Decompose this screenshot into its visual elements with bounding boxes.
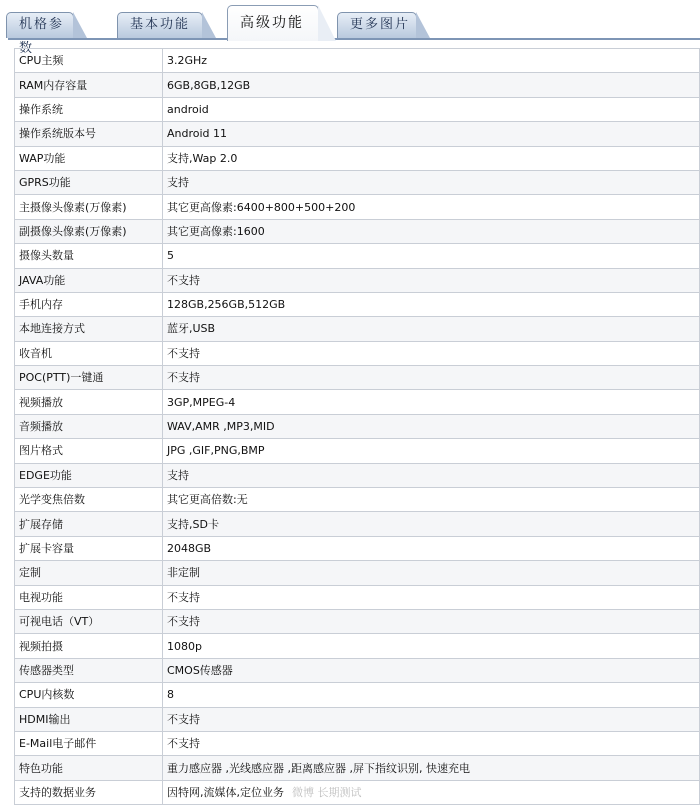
tab-advanced-features[interactable]: 高级功能 [227,5,319,41]
tab-specs[interactable]: 机格参数 [6,12,74,38]
spec-value: 不支持 [163,731,700,755]
spec-row [15,170,700,194]
spec-value: 支持 [163,463,700,487]
spec-label: 视频播放 [15,390,163,414]
spec-value: 6GB,8GB,12GB [163,73,700,97]
spec-value: android [163,97,700,121]
spec-row [15,146,700,170]
spec-label: 传感器类型 [15,658,163,682]
spec-value: 蓝牙,USB [163,317,700,341]
spec-row [15,536,700,560]
spec-row [15,512,700,536]
spec-row [15,268,700,292]
spec-value: 不支持 [163,707,700,731]
spec-row [15,488,700,512]
spec-value: 其它更高倍数:无 [163,488,700,512]
spec-label: 操作系统版本号 [15,122,163,146]
spec-value: 其它更高像素:1600 [163,219,700,243]
spec-table-body [15,49,700,805]
tab-bar-divider [8,38,700,40]
spec-label: CPU内核数 [15,683,163,707]
spec-label: POC(PTT)一键通 [15,366,163,390]
spec-value: Android 11 [163,122,700,146]
spec-row [15,683,700,707]
spec-label: E-Mail电子邮件 [15,731,163,755]
spec-label: 电视功能 [15,585,163,609]
spec-value: JPG ,GIF,PNG,BMP [163,439,700,463]
spec-label: 音频播放 [15,414,163,438]
spec-value: 因特网,流媒体,定位业务 [163,780,700,804]
spec-label: CPU主频 [15,49,163,73]
spec-label: 扩展卡容量 [15,536,163,560]
spec-label: 光学变焦倍数 [15,488,163,512]
spec-value: 不支持 [163,341,700,365]
spec-row [15,292,700,316]
spec-label: 摄像头数量 [15,244,163,268]
spec-table [14,48,700,805]
spec-row [15,439,700,463]
spec-label: RAM内存容量 [15,73,163,97]
spec-value: 8 [163,683,700,707]
spec-value: 3.2GHz [163,49,700,73]
spec-label: HDMI输出 [15,707,163,731]
spec-label: 副摄像头像素(万像素) [15,219,163,243]
spec-value: WAV,AMR ,MP3,MID [163,414,700,438]
spec-label: 操作系统 [15,97,163,121]
spec-label: 视频拍摄 [15,634,163,658]
spec-label: 可视电话（VT） [15,609,163,633]
spec-label: 扩展存储 [15,512,163,536]
spec-label: 本地连接方式 [15,317,163,341]
spec-value: 128GB,256GB,512GB [163,292,700,316]
spec-row [15,585,700,609]
spec-label: 主摄像头像素(万像素) [15,195,163,219]
spec-row [15,390,700,414]
spec-value: 不支持 [163,585,700,609]
watermark: 微博 长期测试 [292,786,362,799]
spec-value: 不支持 [163,268,700,292]
spec-row [15,195,700,219]
spec-value: 不支持 [163,609,700,633]
spec-row [15,707,700,731]
spec-row [15,561,700,585]
spec-row [15,731,700,755]
spec-value: 支持,SD卡 [163,512,700,536]
spec-row [15,634,700,658]
spec-value: 重力感应器 ,光线感应器 ,距离感应器 ,屏下指纹识别, 快速充电 [163,756,700,780]
tab-more-images[interactable]: 更多图片 [337,12,417,38]
spec-row [15,122,700,146]
spec-label: 图片格式 [15,439,163,463]
spec-label: 收音机 [15,341,163,365]
spec-label: 定制 [15,561,163,585]
spec-row [15,341,700,365]
spec-row [15,756,700,780]
spec-label: WAP功能 [15,146,163,170]
spec-row [15,49,700,73]
spec-label: 特色功能 [15,756,163,780]
spec-row [15,609,700,633]
spec-row [15,366,700,390]
spec-value: 支持,Wap 2.0 [163,146,700,170]
spec-label: JAVA功能 [15,268,163,292]
spec-value: 2048GB [163,536,700,560]
spec-row [15,73,700,97]
spec-label: EDGE功能 [15,463,163,487]
tab-basic-features[interactable]: 基本功能 [117,12,203,38]
spec-value: 5 [163,244,700,268]
spec-row [15,414,700,438]
spec-label: GPRS功能 [15,170,163,194]
spec-value: 支持 [163,170,700,194]
tab-bar [0,0,700,56]
spec-value: 非定制 [163,561,700,585]
spec-value: CMOS传感器 [163,658,700,682]
spec-row [15,219,700,243]
spec-row [15,244,700,268]
spec-value: 其它更高像素:6400+800+500+200 [163,195,700,219]
spec-label: 支持的数据业务 [15,780,163,804]
spec-value: 3GP,MPEG-4 [163,390,700,414]
spec-row [15,463,700,487]
spec-value: 不支持 [163,366,700,390]
spec-label: 手机内存 [15,292,163,316]
spec-row [15,317,700,341]
spec-row [15,97,700,121]
spec-row [15,658,700,682]
spec-value: 1080p [163,634,700,658]
